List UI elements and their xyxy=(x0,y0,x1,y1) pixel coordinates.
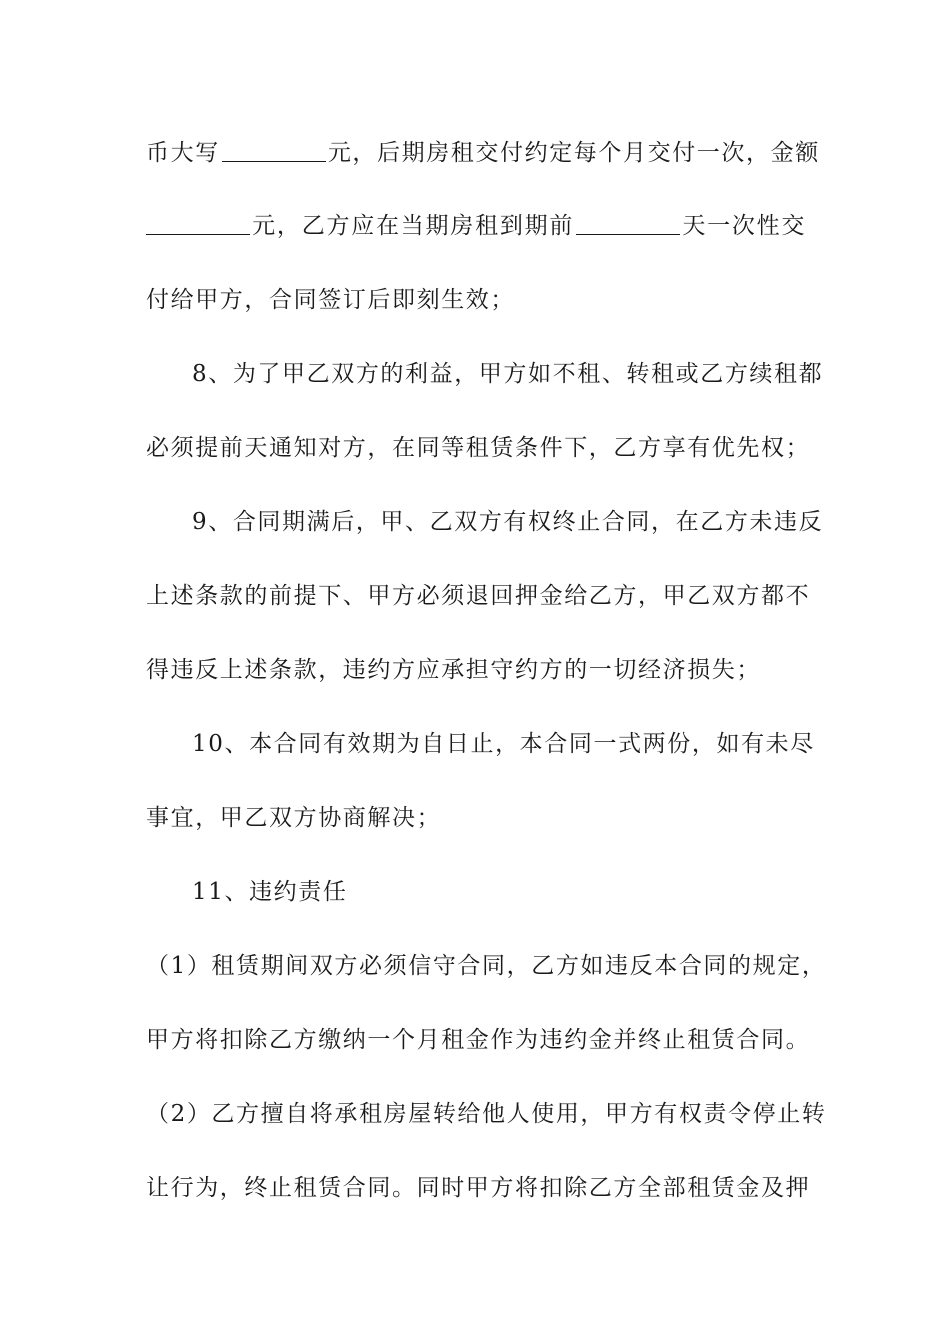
clause-10-line-2: 事宜，甲乙双方协商解决； xyxy=(146,805,442,831)
clause-9-line-3: 得违反上述条款，违约方应承担守约方的一切经济损失； xyxy=(146,657,761,683)
text-line-2 xyxy=(146,211,806,241)
clause-10-line-1: 10、本合同有效期为自日止，本合同一式两份，如有未尽 xyxy=(192,731,815,757)
clause-9-line-2: 上述条款的前提下、甲方必须退回押金给乙方，甲乙双方都不 xyxy=(146,583,811,609)
text-segment: 币大写 xyxy=(146,140,220,166)
clause-11-2-line-1: （2）乙方擅自将承租房屋转给他人使用，甲方有权责令停止转 xyxy=(146,1101,827,1127)
clause-8-line-2: 必须提前天通知对方，在同等租赁条件下，乙方享有优先权； xyxy=(146,435,811,461)
text-segment: 元，后期房租交付约定每个月交付一次，金额 xyxy=(327,140,820,166)
text-line-3: 付给甲方，合同签订后即刻生效； xyxy=(146,287,515,313)
fill-in-blank xyxy=(576,212,680,235)
clause-11-1-line-1: （1）租赁期间双方必须信守合同，乙方如违反本合同的规定， xyxy=(146,953,827,979)
clause-11-2-line-2: 让行为，终止租赁合同。同时甲方将扣除乙方全部租赁金及押 xyxy=(146,1175,811,1201)
clause-11-1-line-2: 甲方将扣除乙方缴纳一个月租金作为违约金并终止租赁合同。 xyxy=(146,1027,811,1053)
text-line-1 xyxy=(146,138,820,168)
fill-in-blank xyxy=(222,139,326,162)
clause-11-heading: 11、违约责任 xyxy=(192,879,348,905)
fill-in-blank xyxy=(146,212,250,235)
clause-9-line-1: 9、合同期满后，甲、乙双方有权终止合同，在乙方未违反 xyxy=(192,509,824,535)
clause-8-line-1: 8、为了甲乙双方的利益，甲方如不租、转租或乙方续租都 xyxy=(192,361,824,387)
text-segment: 元，乙方应在当期房租到期前 xyxy=(252,213,575,239)
text-segment: 天一次性交 xyxy=(682,213,806,239)
